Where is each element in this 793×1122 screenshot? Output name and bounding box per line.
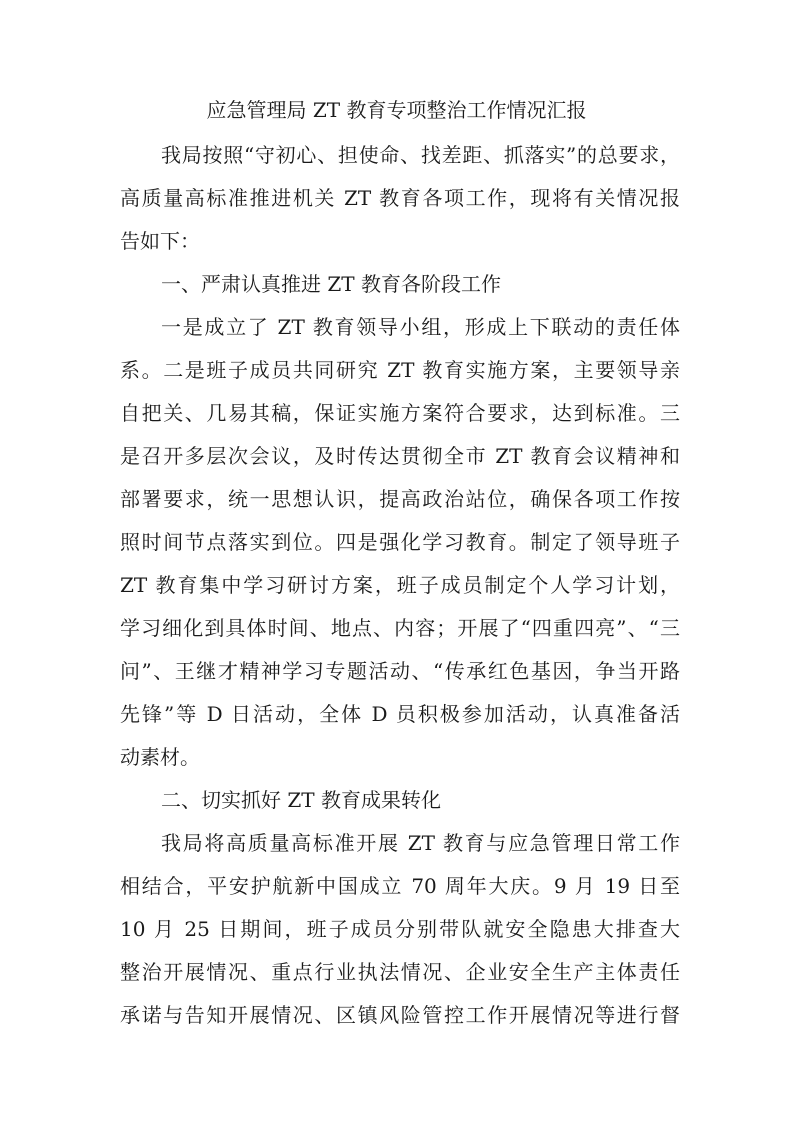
- section-heading: 二、切实抓好 ZT 教育成果转化: [161, 788, 441, 812]
- paragraph-line: 动素材。: [120, 745, 200, 769]
- paragraph-line: 一是成立了 ZT 教育领导小组，形成上下联动的责任体: [161, 315, 680, 339]
- paragraph-line: 学习细化到具体时间、地点、内容；开展了“四重四亮”、“三: [120, 616, 680, 640]
- section-heading: 一、严肃认真推进 ZT 教育各阶段工作: [161, 272, 501, 296]
- paragraph-line: ZT 教育集中学习研讨方案，班子成员制定个人学习计划，: [120, 573, 680, 597]
- paragraph-line: 自把关、几易其稿，保证实施方案符合要求，达到标准。三: [120, 401, 680, 425]
- paragraph-line: 高质量高标准推进机关 ZT 教育各项工作，现将有关情况报: [120, 186, 680, 210]
- paragraph-line: 我局按照“守初心、担使命、找差距、抓落实”的总要求，: [161, 143, 680, 167]
- paragraph-line: 相结合，平安护航新中国成立 70 周年大庆。9 月 19 日至: [120, 874, 680, 898]
- paragraph-line: 先锋”等 D 日活动，全体 D 员积极参加活动，认真准备活: [120, 702, 680, 726]
- paragraph-line: 承诺与告知开展情况、区镇风险管控工作开展情况等进行督: [120, 1003, 680, 1027]
- document-title: 应急管理局 ZT 教育专项整治工作情况汇报: [206, 98, 587, 122]
- paragraph-line: 告如下：: [120, 229, 200, 253]
- paragraph-line: 照时间节点落实到位。四是强化学习教育。制定了领导班子: [120, 530, 680, 554]
- paragraph-line: 10 月 25 日期间，班子成员分别带队就安全隐患大排查大: [120, 917, 680, 941]
- paragraph-line: 部署要求，统一思想认识，提高政治站位，确保各项工作按: [120, 487, 680, 511]
- paragraph-line: 整治开展情况、重点行业执法情况、企业安全生产主体责任: [120, 960, 680, 984]
- paragraph-line: 我局将高质量高标准开展 ZT 教育与应急管理日常工作: [161, 831, 680, 855]
- paragraph-line: 问”、王继才精神学习专题活动、“传承红色基因，争当开路: [120, 659, 680, 683]
- paragraph-line: 系。二是班子成员共同研究 ZT 教育实施方案，主要领导亲: [120, 358, 680, 382]
- paragraph-line: 是召开多层次会议，及时传达贯彻全市 ZT 教育会议精神和: [120, 444, 680, 468]
